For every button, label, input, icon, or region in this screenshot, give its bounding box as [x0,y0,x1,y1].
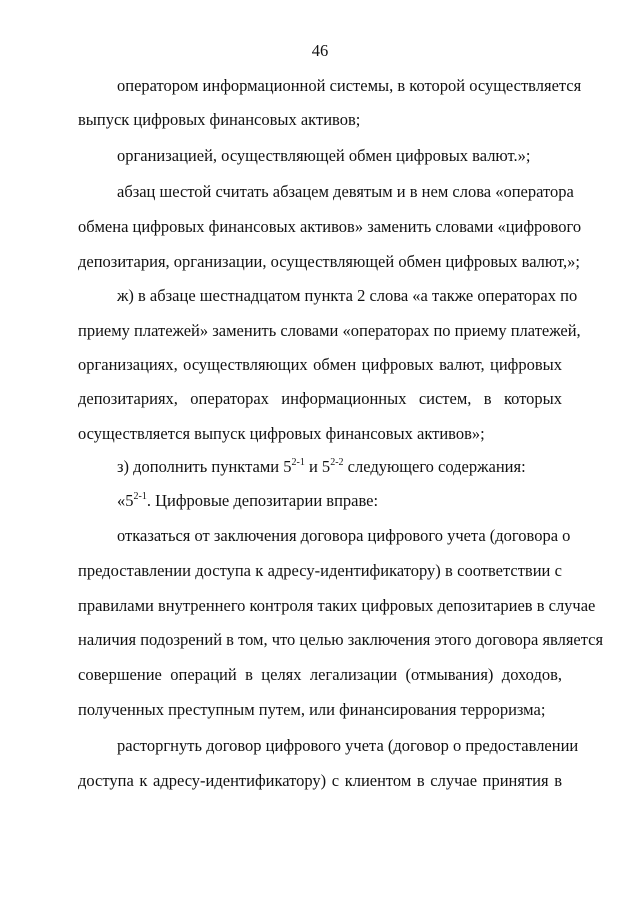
text-line: депозитария, организации, осуществляющей обмен цифровых валют,»; [78,252,580,271]
text-line: оператором информационной системы, в которой осуществляется [117,76,582,95]
superscript: 2-1 [291,456,305,468]
text-line: обмена цифровых финансовых активов» заменить словами «цифрового [78,217,582,236]
text-line [117,457,562,477]
text-line: осуществляется выпуск цифровых финансовых активов»; [78,424,485,443]
text-line: приему платежей» заменить словами «операторах по приему платежей, [78,321,581,340]
text-line: расторгнуть договор цифрового учета (договор о предоставлении [117,736,579,755]
text-line: доступа к адресу-идентификатору) с клиентом в случае принятия в [78,771,562,790]
text-line: ж) в абзаце шестнадцатом пункта 2 слова «а также операторах по [117,286,578,305]
line-part: . Цифровые депозитарии вправе: [146,491,379,510]
text-line: совершение операций в целях легализации (отмывания) доходов, [78,665,562,684]
text-line: абзац шестой считать абзацем девятым и в нем слова «оператора [117,182,574,201]
line-part: следующего содержания: [343,457,526,476]
text-line: депозитариях, операторах информационных систем, в которых [78,389,562,408]
text-line: организациях, осуществляющих обмен цифровых валют, цифровых [78,355,562,374]
text-line [117,491,562,511]
line-part: з) дополнить пунктами 5 [117,457,292,476]
page-number: 46 [311,41,329,60]
line-part: и 5 [304,457,331,476]
text-line: правилами внутреннего контроля таких цифровых депозитариев в случае [78,596,596,615]
text-line: предоставлении доступа к адресу-идентификатору) в соответствии с [78,561,562,580]
superscript: 2-2 [330,456,344,468]
text-line: наличия подозрений в том, что целью заключения этого договора является [78,630,604,649]
line-part: «5 [117,491,134,510]
text-line: полученных преступным путем, или финансирования терроризма; [78,700,546,719]
text-line: отказаться от заключения договора цифрового учета (договора о [117,526,571,545]
text-line: выпуск цифровых финансовых активов; [78,110,361,129]
text-line: организацией, осуществляющей обмен цифровых валют.»; [117,146,531,165]
superscript: 2-1 [133,490,147,502]
